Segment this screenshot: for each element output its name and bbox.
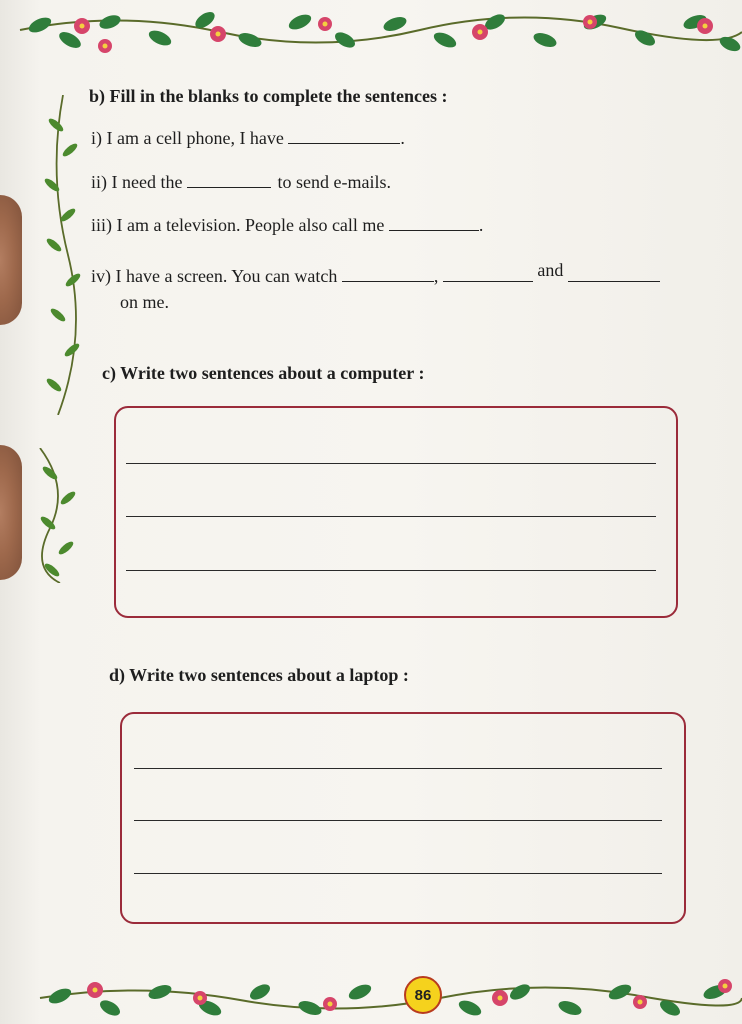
fill-blank-item-2 bbox=[91, 171, 391, 193]
laptop-answer-line-3[interactable] bbox=[134, 873, 662, 874]
finger-top bbox=[0, 195, 22, 325]
fill-blank-item-4 bbox=[91, 260, 660, 287]
section-d-heading: d) Write two sentences about a laptop : bbox=[109, 665, 409, 685]
computer-answer-line-1[interactable] bbox=[126, 463, 656, 464]
item-4-comma: , bbox=[433, 266, 439, 286]
item-1-text: i) I am a cell phone, I have bbox=[91, 128, 284, 148]
laptop-answer-line-2[interactable] bbox=[134, 820, 662, 821]
side-vine-icon bbox=[28, 95, 88, 415]
item-3-blank[interactable] bbox=[389, 214, 479, 231]
item-4-text: iv) I have a screen. You can watch bbox=[91, 266, 338, 286]
item-4-blank-2[interactable] bbox=[443, 265, 533, 282]
top-vine-border-icon bbox=[0, 0, 742, 72]
item-3-text: iii) I am a television. People also call me bbox=[91, 215, 385, 235]
page-number-badge: 86 bbox=[404, 976, 442, 1014]
section-c-heading: c) Write two sentences about a computer : bbox=[102, 363, 425, 383]
item-4-and: and bbox=[537, 260, 564, 280]
laptop-answer-box bbox=[120, 712, 686, 924]
item-4-blank-1[interactable] bbox=[342, 265, 434, 282]
computer-answer-line-2[interactable] bbox=[126, 516, 656, 517]
side-vine-lower-icon bbox=[30, 448, 90, 583]
computer-answer-box bbox=[114, 406, 678, 618]
fill-blank-item-3 bbox=[91, 214, 483, 236]
laptop-answer-line-1[interactable] bbox=[134, 768, 662, 769]
bottom-vine-border-icon bbox=[0, 968, 742, 1024]
item-2-text: ii) I need the bbox=[91, 172, 183, 192]
item-1-end: . bbox=[400, 128, 405, 148]
item-3-end: . bbox=[478, 215, 484, 235]
item-1-blank[interactable] bbox=[288, 127, 400, 144]
computer-answer-line-3[interactable] bbox=[126, 570, 656, 571]
item-4-blank-3[interactable] bbox=[568, 265, 660, 282]
item-2-blank[interactable] bbox=[187, 171, 271, 188]
fill-blank-item-1 bbox=[91, 127, 405, 149]
fill-blank-item-4-cont: on me. bbox=[120, 292, 169, 312]
finger-bottom bbox=[0, 445, 22, 580]
item-2-end: to send e-mails. bbox=[277, 172, 391, 192]
section-b-heading: b) Fill in the blanks to complete the sentences : bbox=[89, 86, 448, 106]
